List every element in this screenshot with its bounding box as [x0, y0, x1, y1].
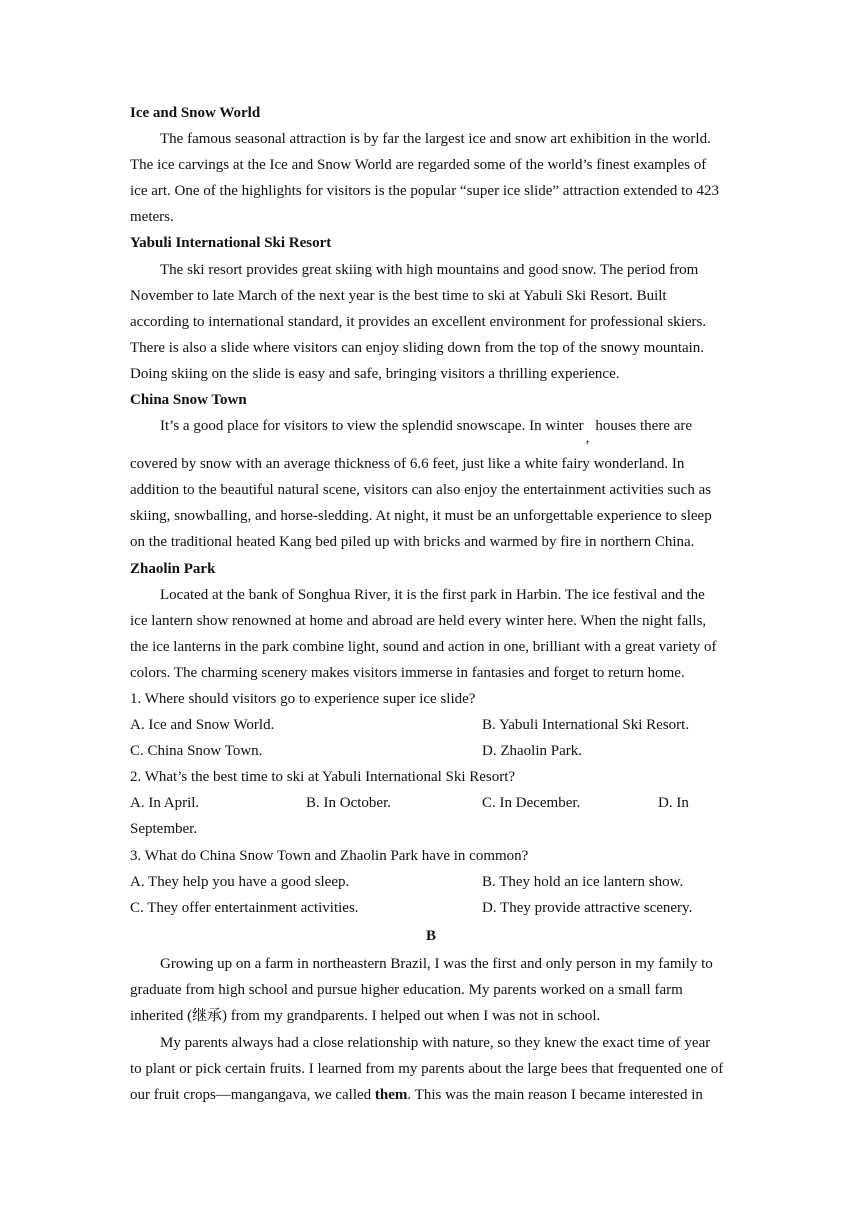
- paragraph-line: colors. The charming scenery makes visitors immerse in fantasies and forget to return home.: [130, 664, 685, 681]
- question-3: 3. What do China Snow Town and Zhaolin Park have in common?: [130, 847, 529, 864]
- paragraph-line: Located at the bank of Songhua River, it is the first park in Harbin. The ice festival and the: [160, 586, 705, 603]
- paragraph-line: according to international standard, it provides an excellent environment for professional skiers.: [130, 313, 707, 330]
- option-b: B. In October.: [306, 795, 391, 812]
- paragraph-line: skiing, snowballing, and horse-sledding. At night, it must be an unforgettable experience to sleep: [130, 508, 712, 525]
- document-page: [130, 100, 732, 1108]
- section-heading-ice-and-snow-world: Ice and Snow World: [130, 105, 261, 121]
- paragraph-text: houses there are: [595, 418, 693, 435]
- question-2: 2. What’s the best time to ski at Yabuli International Ski Resort?: [130, 769, 516, 786]
- paragraph-line: covered by snow with an average thickness of 6.6 feet, just like a white fairy wonderland. In: [130, 456, 685, 473]
- paragraph-line: to plant or pick certain fruits. I learned from my parents about the large bees that frequented one of: [130, 1061, 724, 1078]
- paragraph-line: My parents always had a close relationship with nature, so they knew the exact time of year: [160, 1035, 711, 1052]
- question-1: 1. Where should visitors go to experience super ice slide?: [130, 690, 476, 707]
- paragraph-text: It’s a good place for visitors to view the splendid snowscape. In winter: [160, 418, 584, 435]
- paragraph-line: addition to the beautiful natural scene, visitors can also enjoy the entertainment activities such as: [130, 482, 712, 499]
- question-3-options: [130, 895, 732, 921]
- paragraph-line: graduate from high school and pursue higher education. My parents worked on a small farm: [130, 981, 683, 998]
- paragraph-line: [130, 413, 732, 451]
- option-c: C. They offer entertainment activities.: [130, 899, 359, 916]
- paragraph-line: inherited (继承) from my grandparents. I helped out when I was not in school.: [130, 1008, 601, 1024]
- question-3-options: [130, 869, 732, 895]
- stray-comma: ,: [585, 430, 590, 447]
- option-b: B. They hold an ice lantern show.: [482, 873, 684, 890]
- option-c: C. China Snow Town.: [130, 743, 263, 760]
- paragraph-line: the ice lanterns in the park combine light, sound and action in one, brilliant with a great variety of: [130, 638, 717, 655]
- part-b-label: B: [425, 927, 436, 944]
- option-d: D. Zhaolin Park.: [482, 743, 582, 760]
- section-heading-china-snow-town: China Snow Town: [130, 392, 247, 409]
- paragraph-text: our fruit crops—mangangava, we called: [130, 1087, 375, 1104]
- paragraph-line: The ice carvings at the Ice and Snow World are regarded some of the world’s finest examples of: [130, 157, 707, 174]
- option-a: A. Ice and Snow World.: [130, 717, 275, 734]
- option-a: A. They help you have a good sleep.: [130, 873, 350, 890]
- paragraph-text: . This was the main reason I became interested in: [407, 1087, 703, 1104]
- paragraph-line: ice lantern show renowned at home and abroad are held every winter here. When the night falls,: [130, 612, 707, 629]
- paragraph-line: ice art. One of the highlights for visitors is the popular “super ice slide” attraction extended to 423: [130, 183, 719, 200]
- option-c: C. In December.: [482, 795, 581, 812]
- paragraph-line: on the traditional heated Kang bed piled up with bricks and warmed by fire in northern China.: [130, 534, 695, 551]
- option-a: A. In April.: [130, 795, 200, 812]
- section-heading-zhaolin-park: Zhaolin Park: [130, 560, 216, 577]
- paragraph-line: November to late March of the next year is the best time to ski at Yabuli Ski Resort. Built: [130, 287, 667, 304]
- option-d: D. They provide attractive scenery.: [482, 899, 693, 916]
- paragraph-line: There is also a slide where visitors can enjoy sliding down from the top of the snowy mountain.: [130, 339, 705, 356]
- paragraph-line: Growing up on a farm in northeastern Brazil, I was the first and only person in my family to: [160, 955, 713, 972]
- option-b: B. Yabuli International Ski Resort.: [482, 717, 690, 734]
- option-d-continued: September.: [130, 821, 198, 838]
- question-1-options: [130, 738, 732, 764]
- option-d: D. In: [658, 795, 689, 812]
- paragraph-line: meters.: [130, 209, 174, 226]
- section-heading-yabuli: Yabuli International Ski Resort: [130, 235, 332, 252]
- emphasized-word: them: [374, 1087, 408, 1104]
- question-2-options: [130, 790, 732, 816]
- question-1-options: [130, 712, 732, 738]
- paragraph-line: The famous seasonal attraction is by far the largest ice and snow art exhibition in the world.: [160, 131, 711, 148]
- paragraph-line: [130, 1082, 732, 1108]
- paragraph-line: Doing skiing on the slide is easy and safe, bringing visitors a thrilling experience.: [130, 365, 620, 382]
- paragraph-line: The ski resort provides great skiing with high mountains and good snow. The period from: [160, 261, 699, 278]
